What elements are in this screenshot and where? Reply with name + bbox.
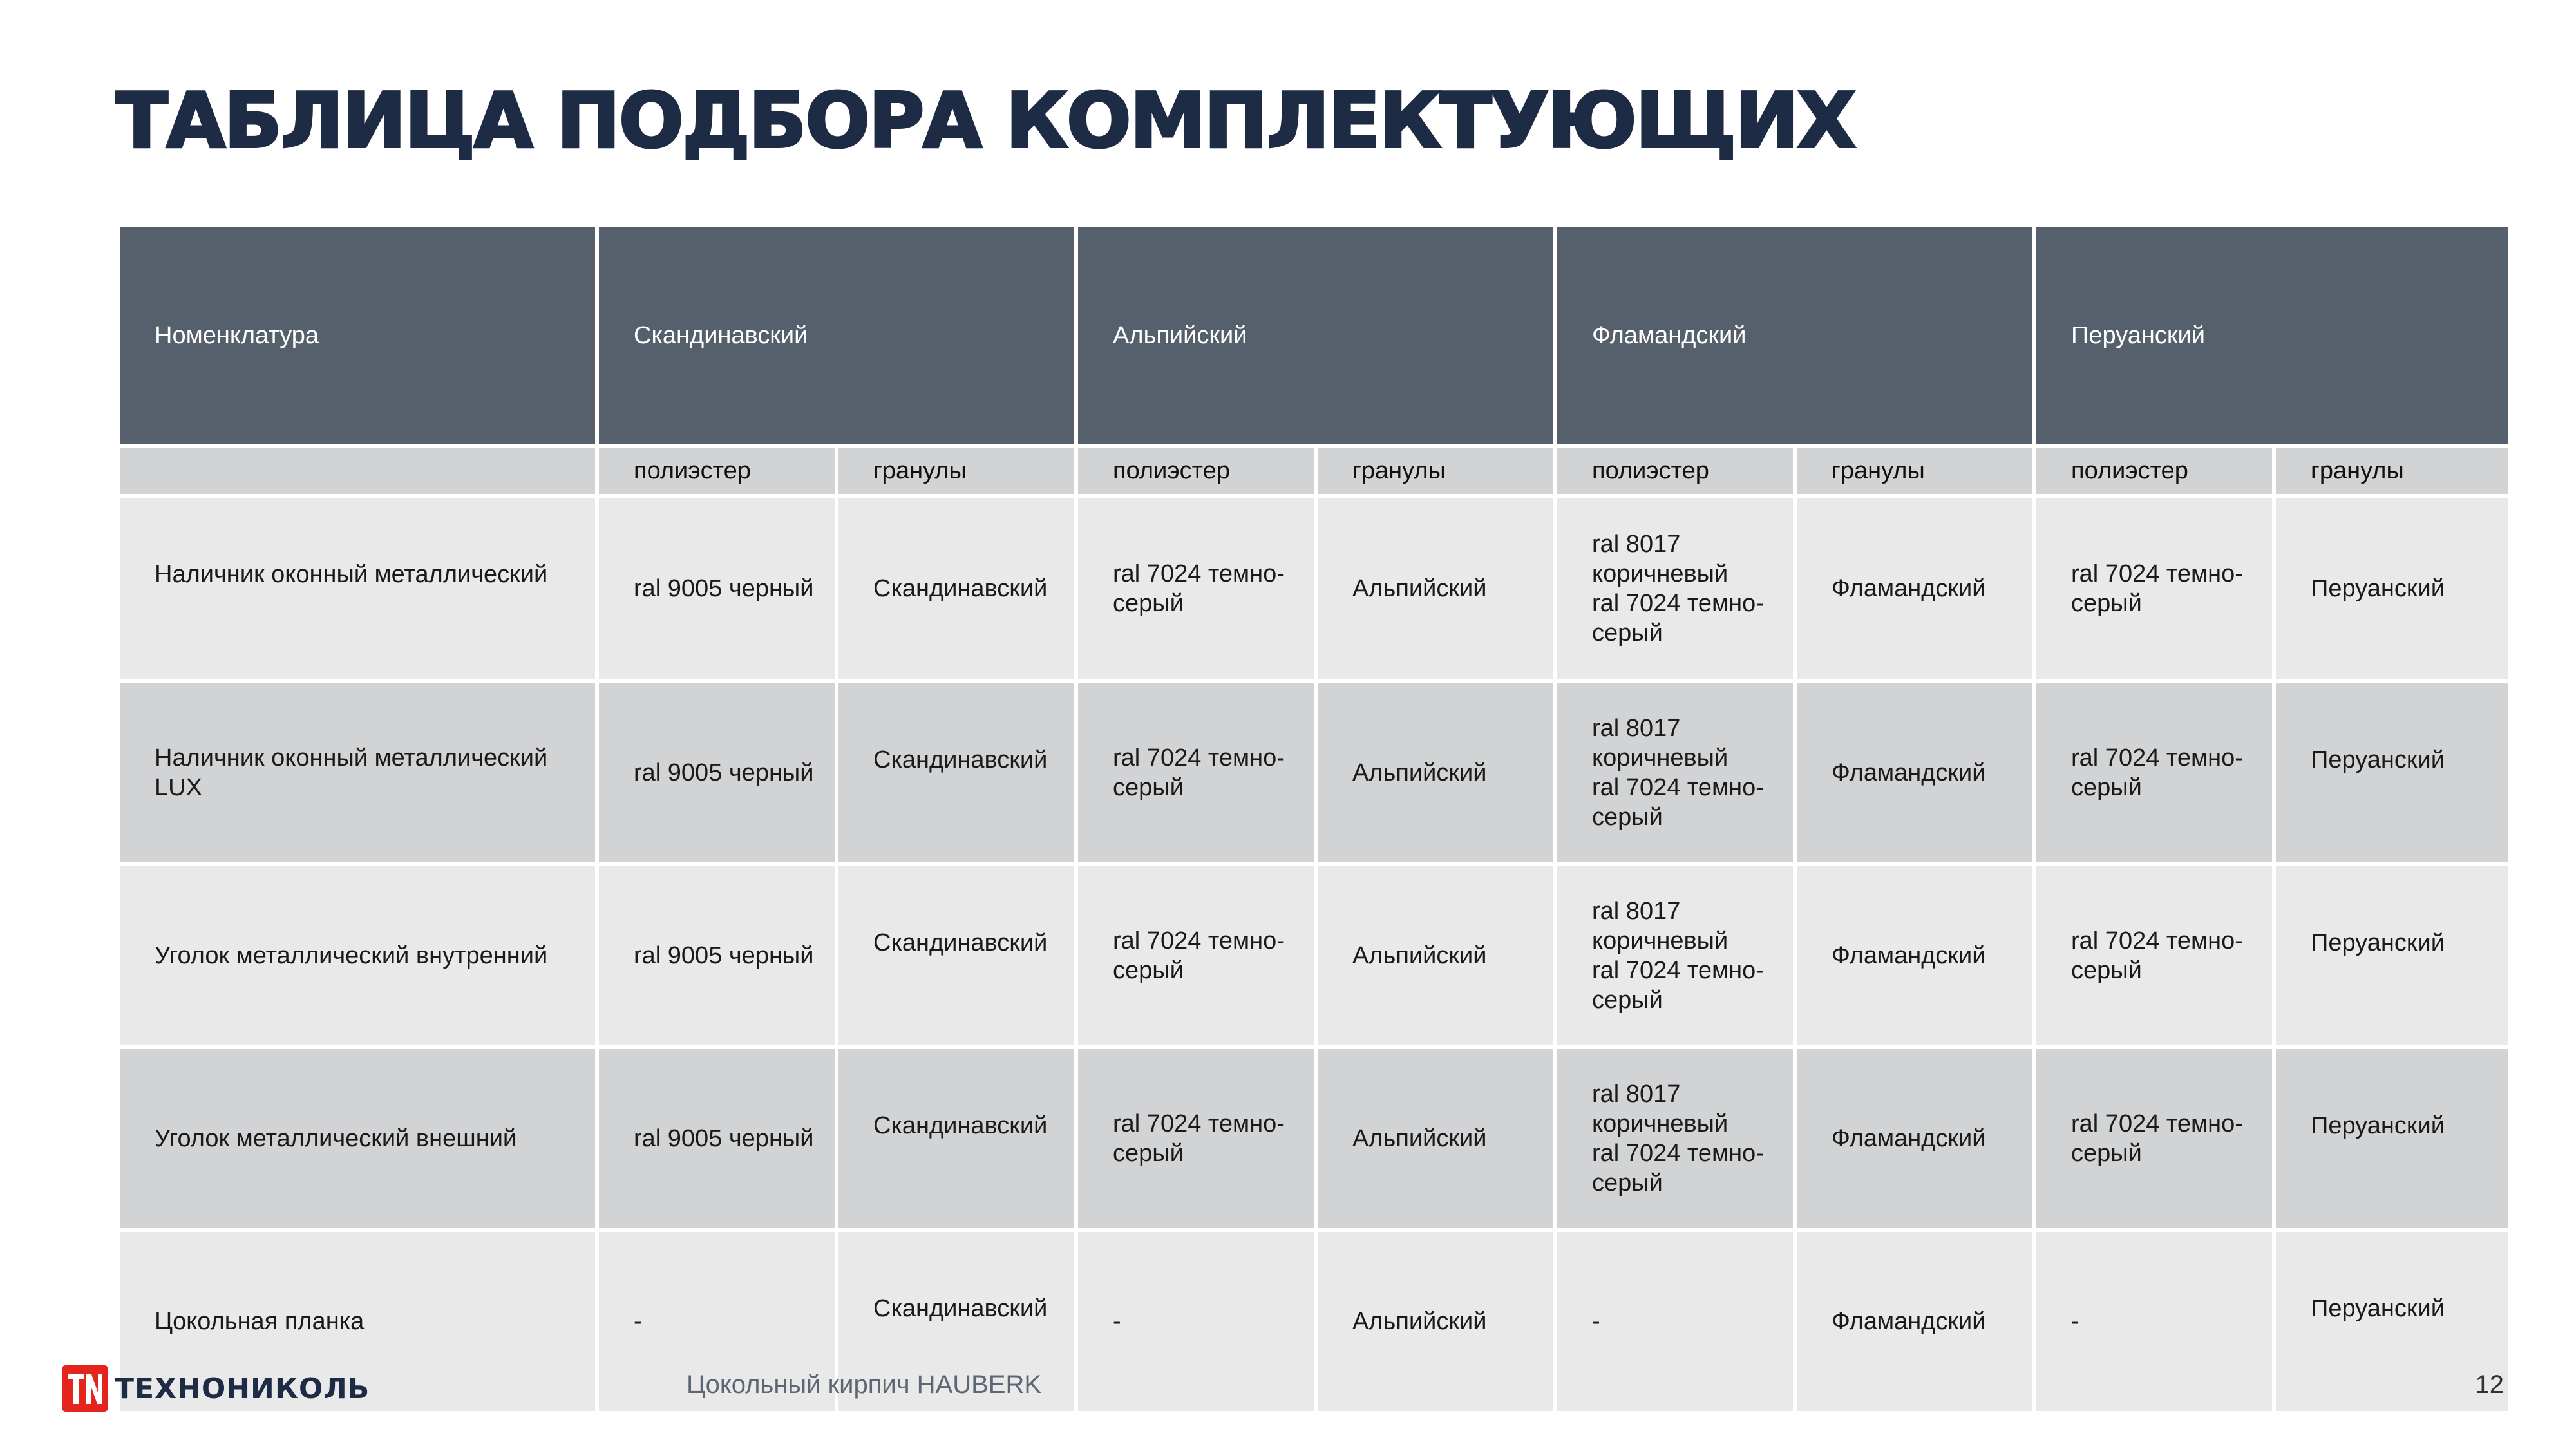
table-cell: ral 7024 темно-серый [2034, 864, 2274, 1047]
table-cell: Скандинавский [837, 1047, 1076, 1230]
table-cell: Перуанский [2274, 1047, 2510, 1230]
row-name-cell: Наличник оконный металлический LUX [118, 681, 597, 864]
table-cell: ral 7024 темно-серый [2034, 681, 2274, 864]
subheader-cell: гранулы [1316, 446, 1555, 496]
subheader-cell: гранулы [837, 446, 1076, 496]
page-number: 12 [2475, 1370, 2504, 1399]
table-cell: - [597, 1230, 837, 1413]
table-cell: ral 9005 черный [597, 864, 837, 1047]
table-cell: ral 7024 темно-серый [1076, 496, 1316, 681]
subheader-cell: полиэстер [1076, 446, 1316, 496]
tn-logo-icon [62, 1365, 108, 1412]
table-cell: Перуанский [2274, 496, 2510, 681]
table-cell: ral 9005 черный [597, 496, 837, 681]
header-alpine: Альпийский [1076, 225, 1555, 446]
table-cell: ral 9005 черный [597, 1047, 837, 1230]
page-title: ТАБЛИЦА ПОДБОРА КОМПЛЕКТУЮЩИХ [116, 76, 1855, 165]
footer-caption: Цокольный кирпич HAUBERK [687, 1370, 1042, 1399]
header-scandinavian: Скандинавский [597, 225, 1076, 446]
table-cell: Фламандский [1795, 864, 2034, 1047]
table-subheader-row [118, 446, 2510, 496]
table-row [118, 1230, 2510, 1413]
subheader-empty [118, 446, 597, 496]
row-name-cell: Наличник оконный металлический [118, 496, 597, 681]
table-row [118, 864, 2510, 1047]
table-body [118, 496, 2510, 1413]
table-cell: Альпийский [1316, 864, 1555, 1047]
table-cell: Фламандский [1795, 496, 2034, 681]
table-cell: Альпийский [1316, 1047, 1555, 1230]
table-cell: Альпийский [1316, 1230, 1555, 1413]
table-row [118, 681, 2510, 864]
table-cell: Скандинавский [837, 681, 1076, 864]
table-cell: Скандинавский [837, 496, 1076, 681]
header-peruvian: Перуанский [2034, 225, 2510, 446]
row-name-cell: Уголок металлический внешний [118, 1047, 597, 1230]
subheader-cell: полиэстер [1555, 446, 1795, 496]
table-cell: ral 9005 черный [597, 681, 837, 864]
subheader-cell: гранулы [2274, 446, 2510, 496]
table-cell: ral 8017 коричневый ral 7024 темно-серый [1555, 681, 1795, 864]
table-cell: Перуанский [2274, 681, 2510, 864]
header-nomenclature: Номенклатура [118, 225, 597, 446]
table-cell: Фламандский [1795, 681, 2034, 864]
row-name-cell: Цокольная планка [118, 1230, 597, 1413]
table-cell: - [1555, 1230, 1795, 1413]
table-cell: Скандинавский [837, 1230, 1076, 1413]
brand-logo [62, 1363, 370, 1414]
table-cell: ral 8017 коричневый ral 7024 темно-серый [1555, 864, 1795, 1047]
table-cell: - [2034, 1230, 2274, 1413]
table-cell: ral 7024 темно-серый [2034, 1047, 2274, 1230]
subheader-cell: полиэстер [2034, 446, 2274, 496]
table-cell: Альпийский [1316, 496, 1555, 681]
row-name-cell: Уголок металлический внутренний [118, 864, 597, 1047]
table-cell: Альпийский [1316, 681, 1555, 864]
table-cell: ral 8017 коричневый ral 7024 темно-серый [1555, 1047, 1795, 1230]
table-cell: Фламандский [1795, 1047, 2034, 1230]
table-row [118, 496, 2510, 681]
table-cell: Скандинавский [837, 864, 1076, 1047]
brand-name: ТЕХНОНИКОЛЬ [115, 1372, 370, 1405]
table-cell: ral 7024 темно-серый [1076, 681, 1316, 864]
table-cell: ral 7024 темно-серый [2034, 496, 2274, 681]
components-table [116, 223, 2512, 1415]
table-cell: ral 8017 коричневый ral 7024 темно-серый [1555, 496, 1795, 681]
table-cell: ral 7024 темно-серый [1076, 1047, 1316, 1230]
header-flemish: Фламандский [1555, 225, 2034, 446]
table-cell: Фламандский [1795, 1230, 2034, 1413]
table-row [118, 1047, 2510, 1230]
table-cell: ral 7024 темно-серый [1076, 864, 1316, 1047]
table-header-row [118, 225, 2510, 446]
subheader-cell: гранулы [1795, 446, 2034, 496]
subheader-cell: полиэстер [597, 446, 837, 496]
table-cell: Перуанский [2274, 864, 2510, 1047]
table-cell: - [1076, 1230, 1316, 1413]
table-cell: Перуанский [2274, 1230, 2510, 1413]
